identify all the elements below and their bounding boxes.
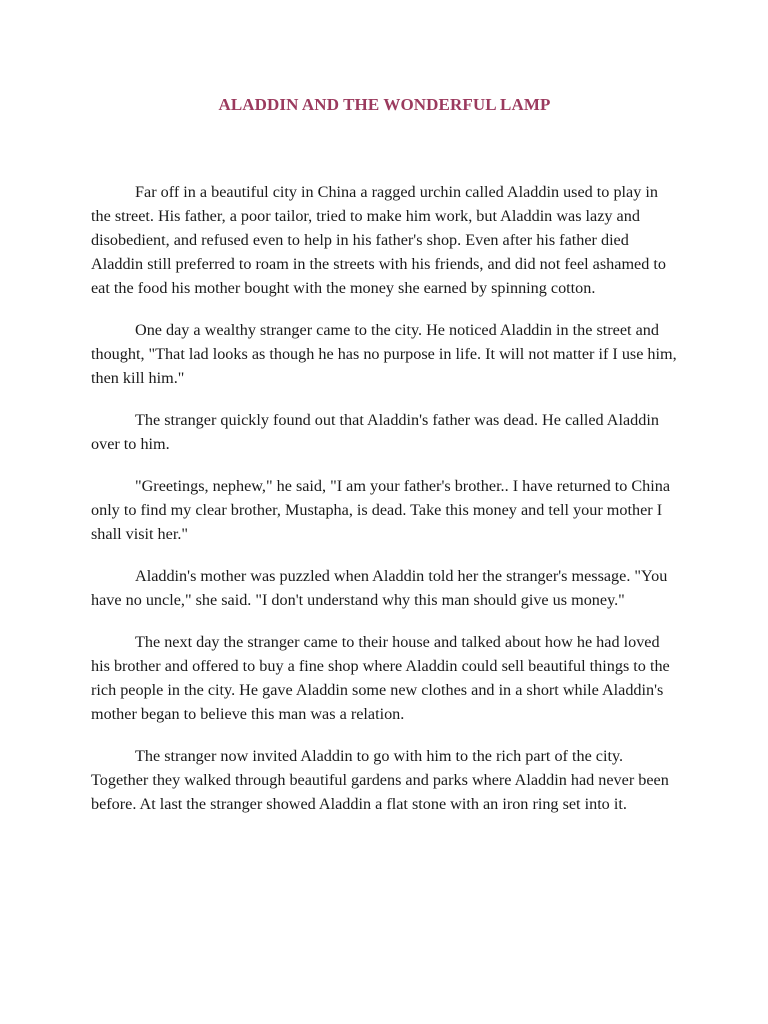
paragraph-6: The next day the stranger came to their house and talked about how he had loved his brother and offered to buy a fine shop where Aladdin could sell beautiful things to the rich people in the city. He gave Aladdin some new clothes and in a short while Aladdin's mother began to believe this man was a relation. [91,633,670,723]
document-title: ALADDIN AND THE WONDERFUL LAMP [218,95,551,114]
paragraph-7: The stranger now invited Aladdin to go with him to the rich part of the city. Together they walked through beautiful gardens and parks where Aladdin had never been before. At last the stranger showed Aladdin a flat stone with an iron ring set into it. [91,747,669,813]
paragraph-5: Aladdin's mother was puzzled when Aladdin told her the stranger's message. "You have no uncle," she said. "I don't understand why this man should give us money." [91,567,668,609]
paragraph-3: The stranger quickly found out that Aladdin's father was dead. He called Aladdin over to him. [91,411,659,453]
paragraph-1: Far off in a beautiful city in China a ragged urchin called Aladdin used to play in the street. His father, a poor tailor, tried to make him work, but Aladdin was lazy and disobedient, and refused even to help in his father's shop. Even after his father died Aladdin still preferred to roam in the streets with his friends, and did not feel ashamed to eat the food his mother bought with the money she earned by spinning cotton. [91,183,666,297]
paragraph-4: "Greetings, nephew," he said, "I am your father's brother.. I have returned to China only to find my clear brother, Mustapha, is dead. Take this money and tell your mother I shall visit her." [91,477,671,543]
paragraph-2: One day a wealthy stranger came to the city. He noticed Aladdin in the street and thought, "That lad looks as though he has no purpose in life. It will not matter if I use him, then kill him." [91,321,677,387]
